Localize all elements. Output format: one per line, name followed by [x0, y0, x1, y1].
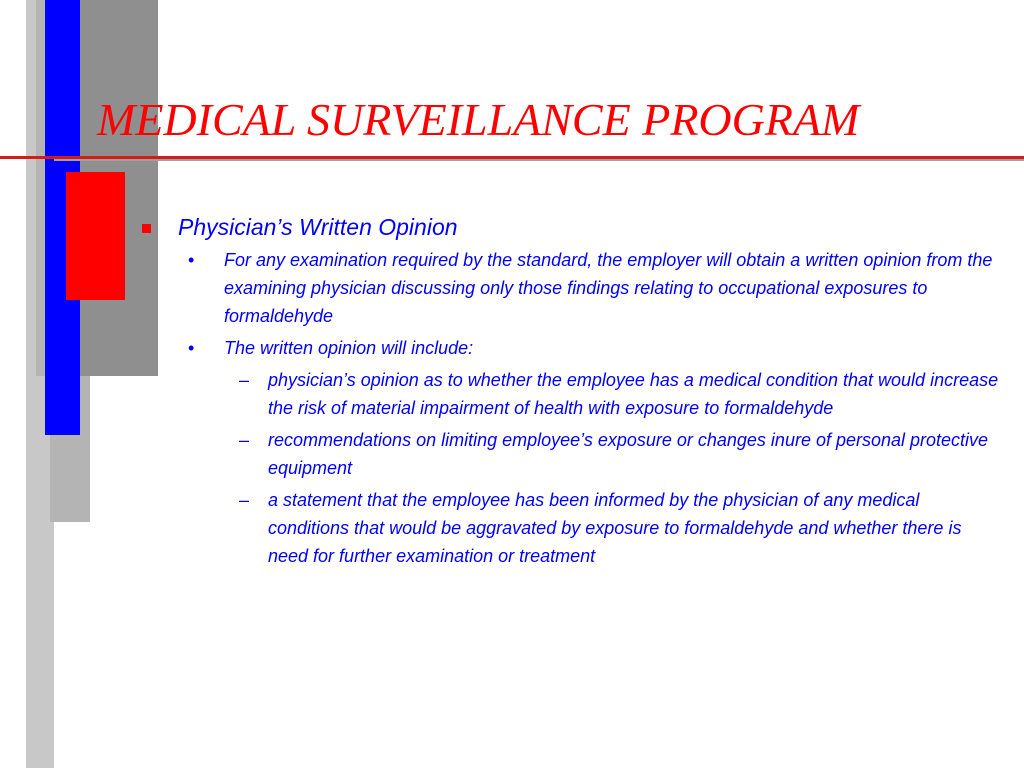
bullet-text: a statement that the employee has been informed by the physician of any medical conditions that would be aggravated by exposure to formaldehyde and whether there is need for further examination or treatment [268, 490, 962, 566]
dash-bullet-icon: – [239, 370, 250, 390]
bullet-level2 [140, 246, 1000, 330]
slide-title: MEDICAL SURVEILLANCE PROGRAM [97, 94, 860, 145]
bullet-text: recommendations on limiting employee’s exposure or changes inure of personal protective equipment [268, 430, 989, 478]
bullet-level3 [140, 486, 1000, 570]
slide-body [140, 210, 1000, 574]
decor-red-block [66, 172, 125, 300]
bullet-text: physician’s opinion as to whether the employee has a medical condition that would increase the risk of material impairment of health with exposure to formaldehyde [268, 370, 999, 418]
bullet-level2 [140, 334, 1000, 362]
title-underline-shadow [54, 159, 1024, 161]
bullet-level3 [140, 426, 1000, 482]
square-bullet-icon [142, 224, 151, 233]
bullet-text: For any examination required by the standard, the employer will obtain a written opinion from the examining physician discussing only those findings relating to occupational exposures to formaldehyde [224, 250, 993, 326]
bullet-level3 [140, 366, 1000, 422]
bullet-text: Physician’s Written Opinion [178, 214, 458, 240]
bullet-dot-icon: • [188, 250, 195, 270]
bullet-level1 [140, 210, 1000, 244]
dash-bullet-icon: – [239, 490, 250, 510]
bullet-text: The written opinion will include: [224, 338, 474, 358]
bullet-dot-icon: • [188, 338, 195, 358]
dash-bullet-icon: – [239, 430, 250, 450]
